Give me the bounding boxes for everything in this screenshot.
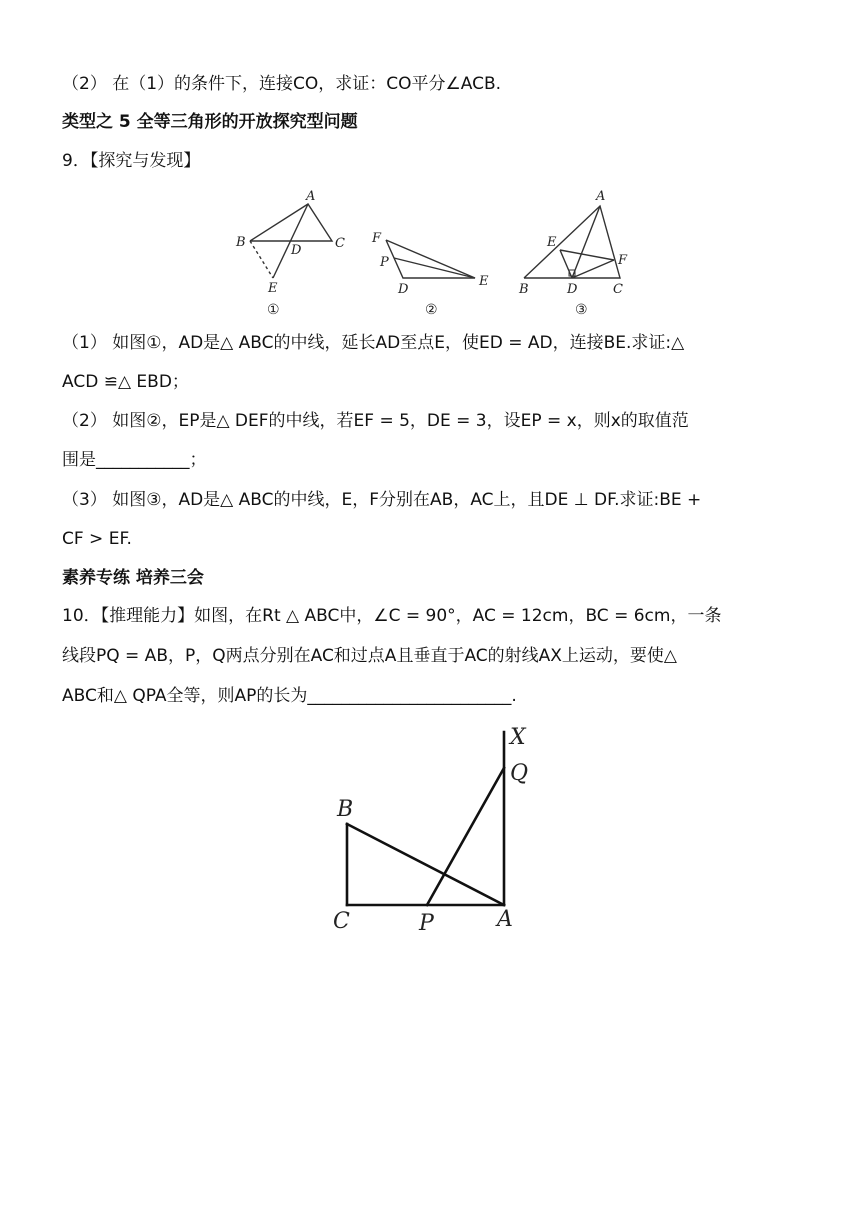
- fig2-label-D: D: [398, 282, 409, 297]
- fig1-label-A: A: [306, 189, 316, 204]
- q9-figures: [228, 186, 648, 320]
- fig1-label-B: B: [236, 235, 246, 250]
- fig2-label-F: F: [372, 231, 382, 246]
- fig1-number: ①: [267, 302, 280, 318]
- q9-part3-line2: CF > EF.: [62, 529, 132, 549]
- q9-title: 9．【探究与发现】: [62, 151, 201, 171]
- fig3-label-B: B: [519, 282, 529, 297]
- fig3-label-D: D: [567, 282, 578, 297]
- q9-part1-line1: （1） 如图①，AD是△ ABC的中线，延长AD至点E，使ED = AD，连接BE.求证:△: [62, 333, 685, 353]
- q10-line3: ABC和△ QPA全等，则AP的长为________________________.: [62, 686, 517, 706]
- fig3-label-A: A: [596, 189, 606, 204]
- fig2-number: ②: [425, 302, 438, 318]
- fig2-label-E: E: [479, 274, 489, 289]
- section-heading-training: 素养专练 培养三会: [62, 568, 204, 588]
- figure-2: [386, 240, 475, 278]
- fig1-label-E: E: [268, 281, 278, 296]
- fig4-label-Q: Q: [510, 761, 529, 786]
- q10-figure: [320, 718, 560, 940]
- fig3-label-E: E: [547, 235, 557, 250]
- q10-line2: 线段PQ = AB，P，Q两点分别在AC和过点A且垂直于AC的射线AX上运动，要使△: [62, 646, 677, 666]
- q9-part3-line1: （3） 如图③，AD是△ ABC的中线，E，F分别在AB，AC上，且DE ⊥ DF.求证:BE +: [62, 490, 702, 510]
- fig1-label-C: C: [335, 236, 345, 251]
- q9-part2-line2: 围是___________；: [62, 450, 207, 470]
- fig2-label-P: P: [380, 255, 389, 270]
- fig4-label-P: P: [419, 911, 434, 936]
- section-heading-type5: 类型之 5 全等三角形的开放探究型问题: [62, 112, 358, 132]
- fig4-label-C: C: [333, 909, 350, 934]
- fig3-label-F: F: [618, 253, 628, 268]
- fig4-label-B: B: [337, 797, 354, 822]
- figure-1: [250, 204, 332, 278]
- segment-AB: [347, 824, 504, 905]
- q9-part1-line2: ACD ≌△ EBD；: [62, 372, 189, 392]
- figure-3: [524, 206, 620, 278]
- q9-part2-line1: （2） 如图②，EP是△ DEF的中线，若EF = 5，DE = 3，设EP = x，则x的取值范: [62, 411, 689, 431]
- fig3-label-C: C: [613, 282, 623, 297]
- fig4-label-X: X: [510, 725, 526, 750]
- fig3-number: ③: [575, 302, 588, 318]
- q8-part2: （2） 在（1）的条件下，连接CO，求证：CO平分∠ACB.: [62, 74, 502, 94]
- q10-line1: 10．【推理能力】如图，在Rt △ ABC中，∠C = 90°，AC = 12cm，BC = 6cm，一条: [62, 606, 722, 626]
- fig4-label-A: A: [497, 907, 513, 932]
- fig1-label-D: D: [291, 243, 302, 258]
